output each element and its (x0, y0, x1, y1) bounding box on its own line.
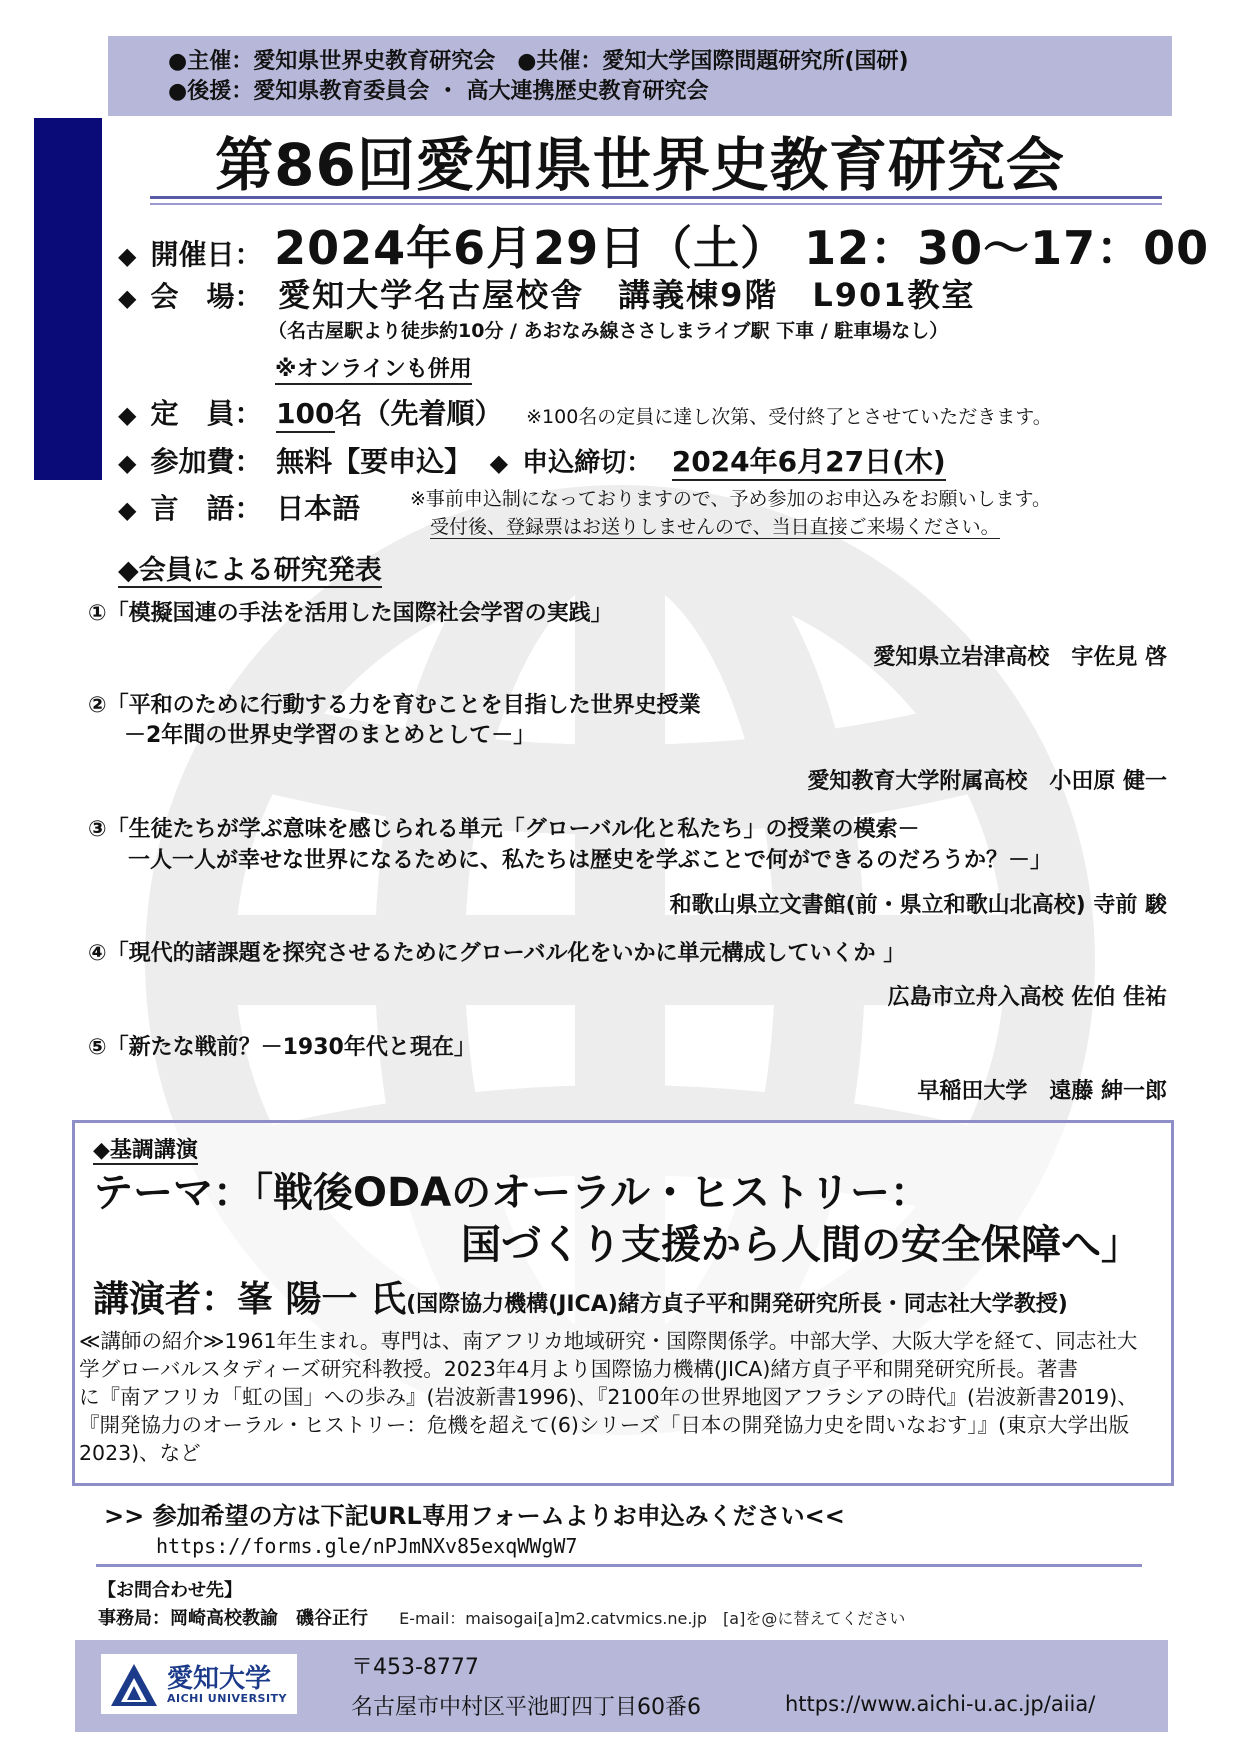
bio-line: ≪講師の紹介≫1961年生まれ。専門は、南アフリカ地域研究・国際関係学。中部大学、大阪大学を経て、同志社大 (79, 1329, 1138, 1353)
capacity-unit: 名（先着順） (334, 397, 503, 430)
side-accent-bar (34, 118, 102, 480)
speaker-name: 講演者：峯 陽一 氏 (93, 1279, 407, 1320)
presentation-2-subtitle: －2年間の世界史学習のまとめとして－」 (124, 723, 536, 748)
page-title: 第86回愛知県世界史教育研究会 (215, 131, 1065, 199)
date-label: 開催日： (150, 238, 263, 271)
presentations-heading: ◆会員による研究発表 (118, 555, 382, 586)
presentation-2-title: ②「平和のために行動する力を育むことを目指した世界史授業 (88, 693, 701, 718)
presentation-5-presenter: 早稲田大学 遠藤 紳一郎 (917, 1079, 1167, 1104)
presentation-5-title: ⑤「新たな戦前？－1930年代と現在」 (88, 1035, 476, 1060)
presentation-4-title: ④「現代的諸課題を探究させるためにグローバル化をいかに単元構成していくか 」 (88, 941, 906, 966)
date-row (118, 212, 1209, 278)
presentation-1-presenter: 愛知県立岩津高校 宇佐見 啓 (873, 645, 1167, 670)
apply-instruction: >> 参加希望の方は下記URL専用フォームよりお申込みください<< (104, 1502, 845, 1530)
diamond-bullet-icon: ◆ (118, 449, 137, 477)
university-logo (101, 1654, 297, 1714)
deadline-value: 2024年6月27日(木) (672, 445, 946, 481)
language-note-2: 受付後、登録票はお送りしませんので、当日直接ご来場ください。 (430, 516, 1000, 538)
venue-row (118, 270, 976, 316)
bio-line: 『開発協力のオーラル・ヒストリー：危機を超えて(6)シリーズ「日本の開発協力史を問いなおす」』(東京大学出版 (79, 1413, 1130, 1437)
fee-row (118, 440, 946, 480)
language-note-1: ※事前申込制になっておりますので、予め参加のお申込みをお願いします。 (410, 488, 1052, 510)
presentation-2-presenter: 愛知教育大学附属高校 小田原 健一 (807, 769, 1167, 794)
online-note-wrap (275, 352, 472, 383)
footer-website-link[interactable]: https://www.aichi-u.ac.jp/aiia/ (785, 1692, 1096, 1716)
language-note-2-wrap (430, 512, 1000, 539)
title-rule (150, 196, 1162, 199)
footer-address: 名古屋市中村区平池町四丁目60番6 (351, 1695, 701, 1720)
capacity-note: ※100名の定員に達し次第、受付終了とさせていただきます。 (526, 406, 1052, 428)
capacity-value (276, 397, 502, 430)
keynote-heading: ◆基調講演 (93, 1138, 198, 1163)
title-rule-secondary (150, 203, 1162, 205)
apply-form-link[interactable]: https://forms.gle/nPJmNXv85exqWWgW7 (156, 1534, 578, 1558)
organizer-line-1: ●主催：愛知県世界史教育研究会 ●共催：愛知大学国際問題研究所(国研) (168, 49, 909, 74)
keynote-theme-line-1: テーマ：「戦後ODAのオーラル・ヒストリー： (93, 1170, 930, 1216)
language-row (118, 487, 360, 527)
bio-line: 学グローバルスタディーズ研究科教授。2023年4月より国際協力機構(JICA)緒方貞子平和開発研究所長。著書 (79, 1357, 1078, 1381)
deadline-label: 申込締切： (522, 448, 653, 478)
date-value: 2024年6月29日（土） 12：30～17：00 (274, 221, 1210, 275)
capacity-row (118, 392, 1052, 432)
language-value: 日本語 (276, 492, 361, 525)
venue-label: 会 場： (150, 280, 263, 313)
diamond-bullet-icon: ◆ (489, 449, 509, 477)
presentation-3-presenter: 和歌山県立文書館(前・県立和歌山北高校) 寺前 駿 (669, 893, 1167, 918)
presentation-4-presenter: 広島市立舟入高校 佐伯 佳祐 (887, 985, 1167, 1010)
keynote-speaker (93, 1271, 1068, 1322)
venue-value: 愛知大学名古屋校舎 講義棟9階 L901教室 (278, 276, 976, 314)
speaker-affiliation: (国際協力機構(JICA)緒方貞子平和開発研究所長・同志社大学教授) (406, 1292, 1068, 1317)
presentation-1-title: ①「模擬国連の手法を活用した国際社会学習の実践」 (88, 601, 613, 626)
online-note: ※オンラインも併用 (275, 357, 472, 385)
apply-rule (96, 1564, 1142, 1567)
speaker-bio (79, 1327, 1169, 1467)
fee-value: 無料【要申込】 (276, 445, 473, 478)
capacity-label: 定 員： (150, 397, 263, 430)
diamond-bullet-icon: ◆ (118, 242, 137, 270)
presentation-3-subtitle: 一人一人が幸せな世界になるために、私たちは歴史を学ぶことで何ができるのだろうか？－」 (128, 848, 1053, 873)
contact-heading: 【お問合わせ先】 (98, 1580, 242, 1601)
diamond-bullet-icon: ◆ (118, 401, 137, 429)
bio-line: 2023)、など (79, 1441, 201, 1465)
footer-postal: 〒453-8777 (351, 1655, 479, 1680)
presentation-3-title: ③「生徒たちが学ぶ意味を感じられる単元「グローバル化と私たち」の授業の模索－ (88, 817, 920, 842)
triangle-logo-icon (109, 1662, 159, 1708)
language-label: 言 語： (150, 492, 263, 525)
keynote-heading-wrap (93, 1133, 198, 1164)
keynote-theme-line-2: 国づくり支援から人間の安全保障へ」 (461, 1222, 1141, 1268)
fee-label: 参加費： (150, 445, 263, 478)
diamond-bullet-icon: ◆ (118, 284, 137, 312)
capacity-number: 100 (276, 397, 334, 433)
bio-line: に『南アフリカ「虹の国」への歩み』(岩波新書1996)、『2100年の世界地図アフラシアの時代』(岩波新書2019)、 (79, 1385, 1138, 1409)
logo-text-en: AICHI UNIVERSITY (167, 1692, 288, 1705)
venue-access: （名古屋駅より徒歩約10分 / あおなみ線ささしまライブ駅 下車 / 駐車場なし） (268, 320, 949, 342)
keynote-box (72, 1120, 1174, 1486)
contact-row (98, 1604, 905, 1630)
organizer-band (108, 36, 1172, 116)
contact-email: E-mail：maisogai[a]m2.catvmics.ne.jp [a]を@に替えてください (399, 1609, 906, 1628)
diamond-bullet-icon: ◆ (118, 496, 137, 524)
logo-text-jp: 愛知大学 (167, 1664, 272, 1694)
contact-office: 事務局：岡崎高校教諭 磯谷正行 (98, 1608, 368, 1629)
footer-band (75, 1640, 1168, 1732)
presentations-heading-wrap (118, 548, 382, 587)
organizer-line-2: ●後援：愛知県教育委員会 ・ 高大連携歴史教育研究会 (168, 79, 709, 104)
